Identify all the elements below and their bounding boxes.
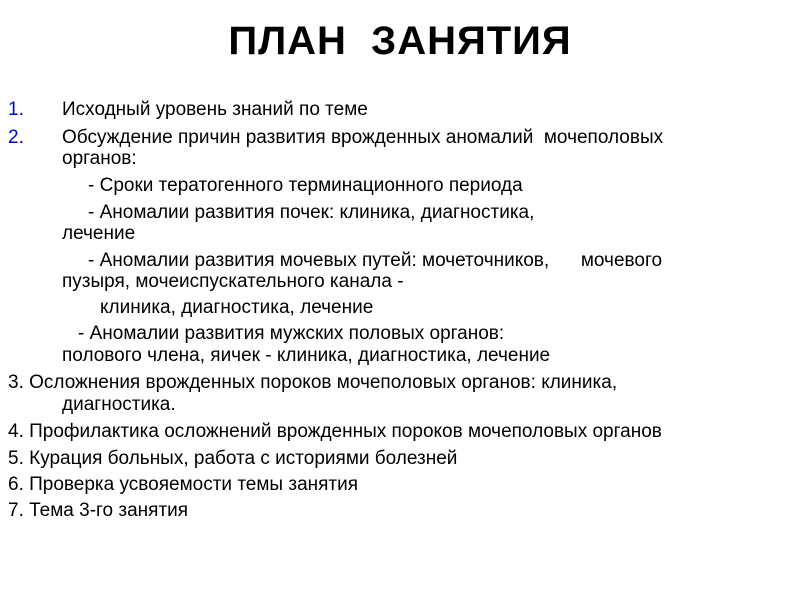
- list-item-2-text: Обсуждение причин развития врожденных аномалий мочеполовых: [62, 127, 664, 148]
- list-item-2-continuation: органов:: [62, 148, 137, 169]
- subitem-male: - Аномалии развития мужских половых органов:: [78, 323, 505, 344]
- page-title: ПЛАН ЗАНЯТИЯ: [228, 19, 572, 63]
- point-5: 5. Курация больных, работа с историями болезней: [8, 448, 458, 469]
- point-7: 7. Тема 3-го занятия: [8, 500, 189, 521]
- subitem-kidneys: - Аномалии развития почек: клиника, диагностика,: [88, 202, 535, 223]
- subitem-urinary-continuation-2: клиника, диагностика, лечение: [100, 297, 374, 318]
- point-3-continuation: диагностика.: [62, 394, 176, 415]
- list-number-2: 2.: [8, 127, 24, 148]
- point-6: 6. Проверка усвояемости темы занятия: [8, 474, 359, 495]
- point-3: 3. Осложнения врожденных пороков мочеполовых органов: клиника,: [8, 372, 618, 393]
- subitem-urinary: - Аномалии развития мочевых путей: мочеточников, мочевого: [88, 250, 663, 271]
- subitem-male-continuation: полового члена, яичек - клиника, диагностика, лечение: [62, 345, 551, 366]
- list-number-1: 1.: [8, 99, 24, 120]
- subitem-urinary-continuation: пузыря, мочеиспускательного канала -: [62, 271, 404, 292]
- subitem-terms: - Сроки тератогенного терминационного периода: [88, 175, 523, 196]
- list-item-1-text: Исходный уровень знаний по теме: [62, 99, 368, 120]
- subitem-kidneys-continuation: лечение: [62, 223, 136, 244]
- point-4: 4. Профилактика осложнений врожденных пороков мочеполовых органов: [8, 421, 662, 442]
